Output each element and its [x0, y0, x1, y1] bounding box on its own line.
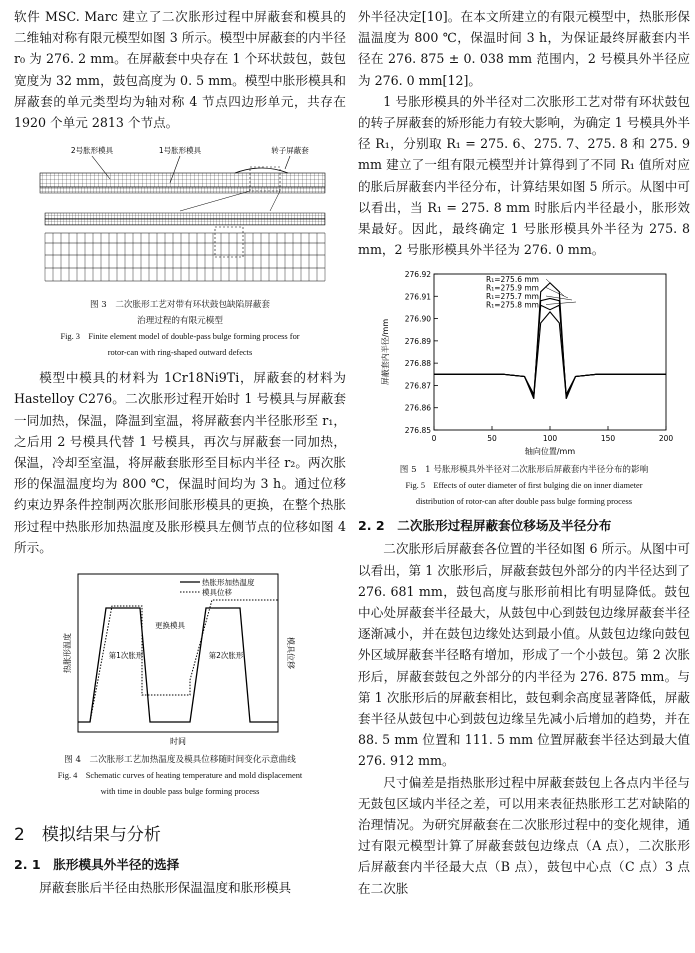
fig4-second-label: 第2次胀形 — [208, 651, 244, 661]
fig3-caption-en-1: Fig. 3 Finite element model of double-pass bulge forming process for — [60, 332, 300, 342]
fig4-first-label: 第1次胀形 — [108, 651, 144, 661]
fig4-caption-zh: 图 4 二次胀形工艺加热温度及模具位移随时间变化示意曲线 — [64, 755, 296, 766]
plot-frame — [434, 274, 666, 430]
y-tick-label: 276.89 — [404, 337, 431, 347]
figure-3 — [14, 143, 346, 361]
x-axis-label: 轴向位置/mm — [524, 447, 576, 457]
fig4-swap-label: 更换模具 — [155, 621, 185, 631]
fig4-ylabel-right: 模具位移 — [286, 637, 295, 670]
left-column — [14, 6, 346, 898]
series-line-3 — [434, 299, 666, 397]
section-heading: 2 模拟结果与分析 — [14, 825, 161, 846]
series-line-1 — [434, 312, 666, 397]
paragraph: 二次胀形后屏蔽套各位置的半径如图 6 所示。从图中可以看出，第 1 次胀形后，屏蔽套鼓包外部分的内半径达到了 276. 681 mm，鼓包高度与胀形前相比有明显降低。鼓包中心处屏蔽套半径最大，从鼓包中心到鼓包边缘屏蔽套半径逐渐减小，并在鼓包边缘处达到最小值。从鼓包边缘向鼓包外区域屏蔽套半径略有增加，形成了一个小鼓包。第 2 次胀形后，屏蔽套鼓包之外部分的内半径为 276. 875 mm。与第 1 次胀形后的屏蔽套相比，鼓包剩余高度显著降低，屏蔽套半径从鼓包中心到鼓包边缘呈先减小后增加的趋势，并在 88. 5 mm 位置和 111. 5 mm 位置屏蔽套半径达到最大值 276. 912 mm。 — [358, 541, 690, 769]
figure-4 — [14, 570, 346, 800]
x-tick-label: 50 — [487, 434, 497, 444]
fig3-caption-zh-2: 治理过程的有限元模型 — [137, 316, 223, 327]
legend-entry: R₁=275.8 mm — [486, 300, 539, 310]
legend-leader — [546, 279, 564, 296]
x-tick-label: 150 — [600, 434, 616, 444]
legend-entry: R₁=275.9 mm — [486, 283, 539, 293]
mesh-strip-upper — [40, 173, 325, 187]
y-tick-label: 276.88 — [404, 359, 431, 369]
figure-5 — [358, 268, 690, 510]
fig3-label-mold2: 2号胀形模具 — [70, 146, 114, 156]
series-line-4 — [434, 306, 666, 395]
fig3-label-mold1: 1号胀形模具 — [158, 146, 202, 156]
y-tick-label: 276.90 — [404, 315, 431, 325]
fig3-label-sleeve: 转子屏蔽套 — [271, 146, 309, 156]
fig4-xlabel: 时间 — [170, 737, 186, 747]
series-line-2 — [434, 283, 666, 399]
fig3-caption-en-2: rotor-can with ring-shaped outward defects — [107, 348, 253, 358]
fig4-caption-en-2: with time in double pass bulge forming process — [100, 787, 260, 797]
mesh-strip-lower — [45, 213, 325, 219]
paragraph: 模型中模具的材料为 1Cr18Ni9Ti，屏蔽套的材料为 Hastelloy C276。二次胀形过程开始时 1 号模具与屏蔽套一同加热，保温，降温到室温，将屏蔽套内半径胀形至 r₁，之后用 2 号模具代替 1 号模具，再次与屏蔽套一同加热，保温，冷却至室温，将屏蔽套胀形至目标内半径 r₂。两次胀形的保温温度均为 800 ℃，保温时间均为 3 h。通过位移约束边界条件控制两次胀形间胀形模具的更换，在整个热胀形过程中热胀形加热温度及胀形模具左侧节点的位移如图 4 所示。 — [14, 370, 346, 555]
right-column — [358, 6, 690, 899]
mesh-grid-lower — [45, 233, 325, 281]
paragraph: 1 号胀形模具的外半径对二次胀形工艺对带有环状鼓包的转子屏蔽套的矫形能力有较大影响，为确定 1 号模具外半径 R₁，分别取 R₁ = 275. 6、275. 7、275. 8 和 275. 9 mm 建立了一组有限元模型并计算得到了不同 R₁ 值所对应的胀后屏蔽套内半径分布，计算结果如图 5 所示。从图中可以看出，当 R₁ = 275. 8 mm 时胀后内半径最小，胀形效果最好。因此，最终确定 1 号胀形模具外半径为 275. 8 mm，2 号胀形模具外半径为 276. 0 mm。 — [358, 93, 690, 258]
legend-leader — [546, 302, 576, 305]
y-tick-label: 276.92 — [404, 270, 431, 280]
legend-entry: R₁=275.7 mm — [486, 292, 539, 302]
fig4-legend-temp: 热胀形加热温度 — [202, 578, 255, 588]
fe-model-diagram — [30, 143, 330, 293]
y-tick-label: 276.86 — [404, 404, 431, 414]
fig4-ylabel-left: 热胀形温度 — [63, 633, 72, 674]
y-tick-label: 276.87 — [404, 381, 431, 391]
x-tick-label: 200 — [658, 434, 674, 444]
fig3-caption-zh-1: 图 3 二次胀形工艺对带有环状鼓包缺陷屏蔽套 — [89, 300, 271, 311]
fig4-legend-disp: 模具位移 — [202, 588, 232, 598]
paragraph: 软件 MSC. Marc 建立了二次胀形过程中屏蔽套和模具的二维轴对称有限元模型如图 3 所示。模型中屏蔽套的内半径 r₀ 为 276. 2 mm。在屏蔽套中央存在 1 个环状鼓包，鼓包宽度为 32 mm，鼓包高度为 0. 5 mm。模型中胀形模具和屏蔽套的单元类型均为轴对称 4 节点四边形单元，共存在 1920 个单元 2813 个节点。 — [14, 9, 346, 131]
temp-displacement-diagram — [50, 570, 310, 748]
y-tick-label: 276.85 — [404, 426, 431, 436]
paragraph: 屏蔽套胀后半径由热胀形保温温度和胀形模具 — [39, 880, 292, 896]
fig5-caption-en-2: distribution of rotor-can after double pass bulge forming process — [415, 497, 633, 507]
subsection-heading: 2. 2 二次胀形过程屏蔽套位移场及半径分布 — [358, 518, 612, 534]
legend-entry: R₁=275.6 mm — [486, 275, 539, 285]
fig4-caption-en-1: Fig. 4 Schematic curves of heating temperature and mold displacement — [57, 771, 303, 781]
fig5-caption-zh: 图 5 1 号胀形模具外半径对二次胀形后屏蔽套内半径分布的影响 — [399, 465, 649, 476]
paragraph: 尺寸偏差是指热胀形过程中屏蔽套鼓包上各点内半径与无鼓包区域内半径之差，可以用来表征热胀形工艺对缺陷的治理情况。为研究屏蔽套在二次胀形过程中的变化规律，通过有限元模型计算了屏蔽套鼓包边缘点（A 点），二次胀形后屏蔽套内半径最大点（B 点），鼓包中心点（C 点）3 点在二次胀 — [358, 774, 690, 896]
subsection-heading: 2. 1 胀形模具外半径的选择 — [14, 857, 180, 873]
y-axis-label: 屏蔽套内半径/mm — [381, 319, 390, 386]
paragraph: 外半径决定[10]。在本文所建立的有限元模型中，热胀形保温温度为 800 ℃，保温时间 3 h，为保证最终屏蔽套内半径在 276. 875 ± 0. 038 mm 范围内，2 号模具外半径应为 276. 0 mm[12]。 — [358, 9, 690, 88]
displacement-curve — [90, 600, 278, 722]
x-tick-label: 0 — [431, 434, 437, 444]
fig5-caption-en-1: Fig. 5 Effects of outer diameter of first bulging die on inner diameter — [405, 481, 643, 491]
radius-distribution-chart — [374, 268, 674, 458]
y-tick-label: 276.91 — [404, 292, 431, 302]
x-tick-label: 100 — [542, 434, 558, 444]
